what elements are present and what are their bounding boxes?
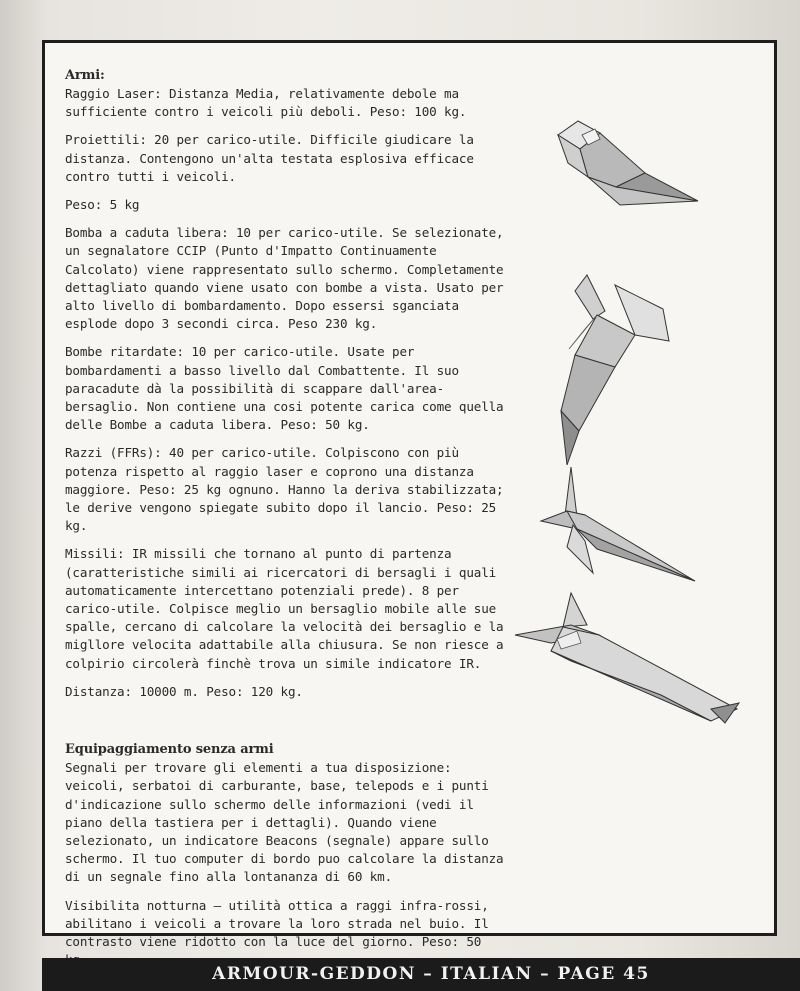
bomb-illustration bbox=[545, 271, 685, 471]
weapons-heading: Armi: bbox=[65, 68, 105, 83]
weapon-bullets-weight: Peso: 5 kg bbox=[65, 197, 140, 213]
weapon-missiles-range: Distanza: 10000 m. Peso: 120 kg. bbox=[65, 683, 303, 699]
equipment-heading: Equipaggiamento senza armi bbox=[65, 742, 274, 758]
weapon-missiles-paragraph: Missili: IR missili che tornano al punto di partenza (caratteristiche simili ai ricercatori di bersagli i quali automaticamente intercettano potenziali prede). 8 per carico-utile. Colpisce meglio un bersaglio mobile alle sue spalle, cercano di calcolare la velocità dei bersaglio e la migllore velocita adattabile alla chiusura. Se non riesce a colpirio circolerà finchè trova un simile indicatore IR. bbox=[65, 546, 504, 671]
text-column bbox=[65, 67, 505, 979]
weapon-freefall-bomb-paragraph: Bomba a caduta libera: 10 per carico-utile. Se selezionate, un segnalatore CCIP (Punto d'Impatto Continuamente Calcolato) viene rappresentato sullo schermo. Completamente dettagliato quando viene usato con bombe a vista. Usato per alto livello di bombardamento. Dopo essersi sganciata esplode dopo 3 secondi circa. Peso 230 kg. bbox=[65, 225, 504, 332]
footer-text: ARMOUR-GEDDON – ITALIAN – PAGE 45 bbox=[212, 964, 650, 984]
content-frame bbox=[42, 40, 777, 949]
equipment-beacons-paragraph: Segnali per trovare gli elementi a tua disposizione: veicoli, serbatoi di carburante, base, telepods e i punti d'indicazione sullo schermo delle informazioni (vedi il piano della tastiera per i dettagli). Quando viene selezionato, un indicatore Beacons (segnale) appare sullo schermo. Il tuo computer di bordo puo calcolare la distanza di un segnale fino alla lontananza di 60 km. bbox=[65, 760, 504, 885]
bullet-illustration bbox=[550, 113, 710, 213]
weapon-rockets-paragraph: Razzi (FFRs): 40 per carico-utile. Colpiscono con più potenza rispetto al raggio laser e coprono una distanza maggiore. Peso: 25 kg ognuno. Hanno la deriva stabilizzata; le derive vengono spiegate subito dopo il lancio. Peso: 25 kg. bbox=[65, 445, 504, 534]
weapon-bullets-paragraph: Proiettili: 20 per carico-utile. Difficile giudicare la distanza. Contengono un'alta testata esplosiva efficace contro tutti i veicoli. bbox=[65, 132, 474, 184]
rocket-illustration bbox=[537, 463, 707, 593]
equipment-nightvision-paragraph: Visibilita notturna – utilità ottica a raggi infra-rossi, abilitano i veicoli a trovare la loro strada nel buio. Il contrasto viene ridotto con la luce del giorno. Peso: 50 bbox=[65, 897, 489, 949]
missile-illustration bbox=[511, 591, 743, 731]
weapon-laser-paragraph: Raggio Laser: Distanza Media, relativamente debole ma sufficiente contro i veicoli più deboli. Peso: 100 kg. bbox=[65, 86, 467, 120]
page-footer bbox=[42, 958, 800, 991]
weapon-retarded-bomb-paragraph: Bombe ritardate: 10 per carico-utile. Usate per bombardamenti a basso livello dal Combattente. Il suo paracadute dà la possibilità di scappare dall'area-bersaglio. Non contiene una cosi potente carica come quella delle Bombe a caduta libera. Peso: 50 kg. bbox=[65, 344, 504, 433]
